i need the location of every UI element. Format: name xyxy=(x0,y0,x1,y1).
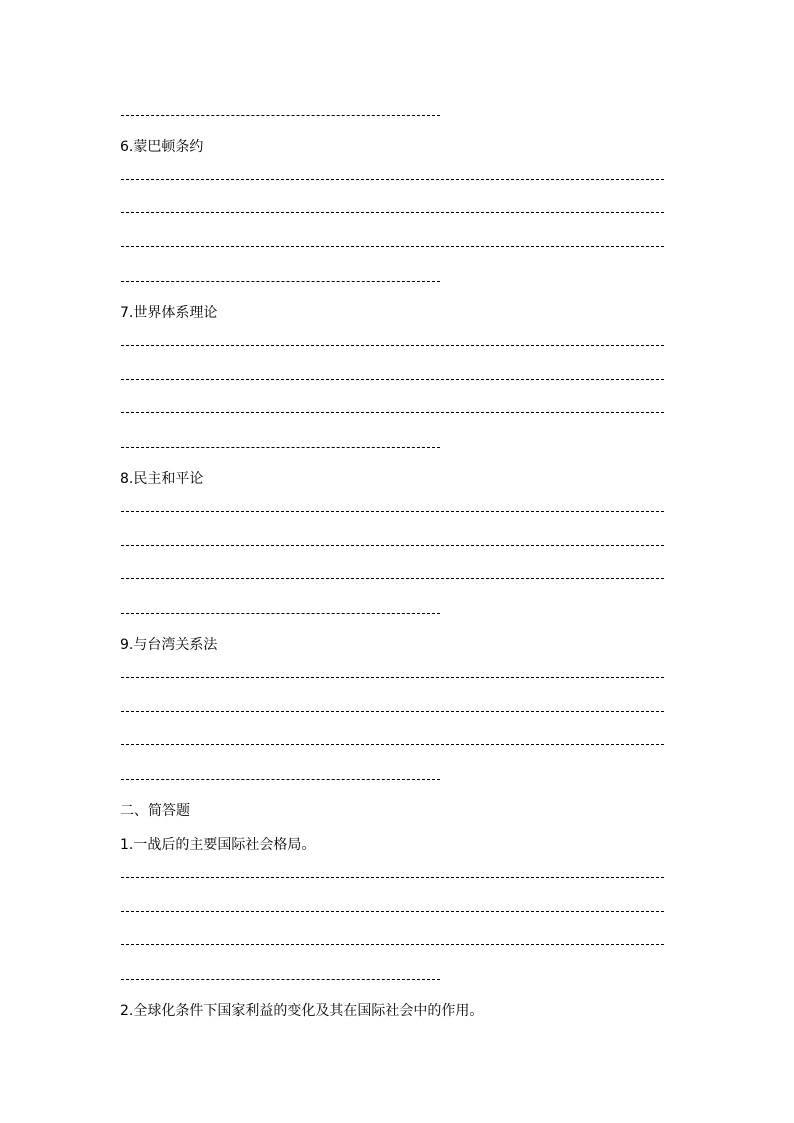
section-heading: 二、简答题 xyxy=(120,803,190,819)
answer-line xyxy=(121,281,440,282)
answer-line xyxy=(121,779,440,780)
answer-line xyxy=(121,511,664,512)
answer-line xyxy=(121,711,664,712)
question-label: 8.民主和平论 xyxy=(120,471,204,487)
answer-line xyxy=(121,115,440,116)
answer-line xyxy=(121,578,664,579)
question-label: 6.蒙巴顿条约 xyxy=(120,139,204,155)
answer-line xyxy=(121,179,664,180)
answer-line xyxy=(121,545,664,546)
answer-line xyxy=(121,345,664,346)
question-label: 1.一战后的主要国际社会格局。 xyxy=(120,837,316,853)
answer-line xyxy=(121,744,664,745)
question-label: 7.世界体系理论 xyxy=(120,305,218,321)
answer-line xyxy=(121,212,664,213)
answer-line xyxy=(121,379,664,380)
question-label: 2.全球化条件下国家利益的变化及其在国际社会中的作用。 xyxy=(120,1003,484,1019)
answer-line xyxy=(121,877,664,878)
answer-line xyxy=(121,677,664,678)
answer-line xyxy=(121,412,664,413)
answer-line xyxy=(121,979,440,980)
answer-line xyxy=(121,944,664,945)
answer-line xyxy=(121,246,664,247)
question-label: 9.与台湾关系法 xyxy=(120,637,218,653)
answer-line xyxy=(121,447,440,448)
answer-line xyxy=(121,911,664,912)
answer-line xyxy=(121,613,440,614)
